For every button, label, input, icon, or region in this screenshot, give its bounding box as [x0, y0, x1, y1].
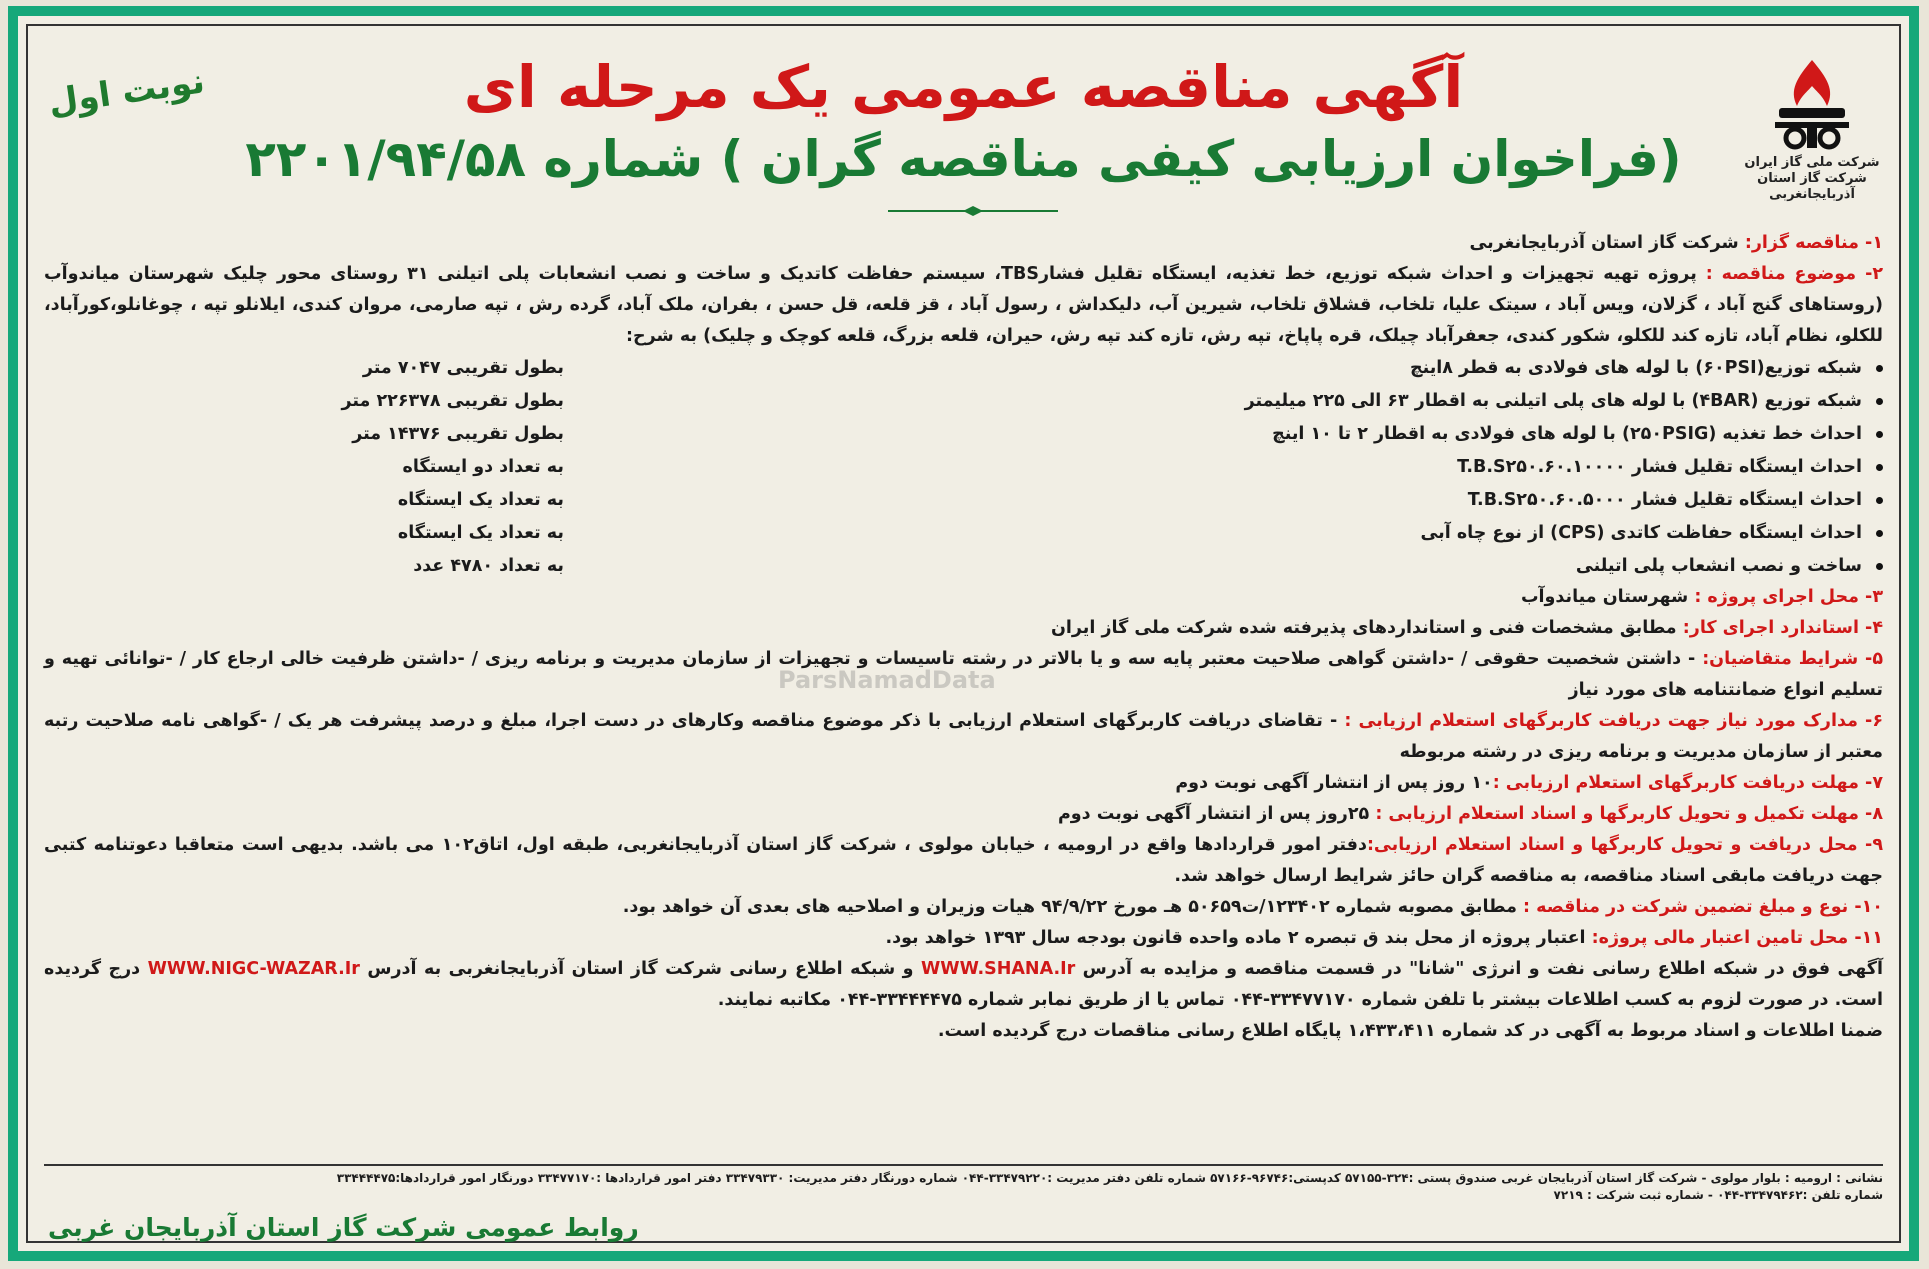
work-items: [44, 352, 1883, 582]
section-5-label: ۵- شرایط متقاضیان:: [1702, 649, 1884, 669]
work-item-qty: به تعداد یک ایستگاه: [397, 523, 564, 543]
work-item: [1043, 550, 1883, 583]
section-7-label: ۷- مهلت دریافت کاربرگهای استعلام ارزیابی :: [1492, 773, 1883, 793]
section-7: [44, 768, 1883, 799]
bullet-icon: [1876, 497, 1883, 504]
work-item: [1043, 484, 1883, 517]
logo-caption-1: شرکت ملی گاز ایران: [1744, 155, 1880, 170]
work-item-desc: احداث ایستگاه حفاظت کاتدی (CPS) از نوع چاه آبی: [1420, 523, 1862, 543]
work-item-qty: بطول تقریبی ۱۴۳۷۶ متر: [352, 424, 564, 444]
section-4-label: ۴- استاندارد اجرای کار:: [1682, 618, 1883, 638]
work-item: [1043, 352, 1883, 385]
work-item-qty: به تعداد یک ایستگاه: [397, 490, 564, 510]
work-item-qty: به تعداد ۴۷۸۰ عدد: [413, 556, 564, 576]
bullet-icon: [1876, 464, 1883, 471]
section-6-text: - تقاضای دریافت کاربرگهای استعلام ارزیابی با ذکر موضوع مناقصه وکارهای در دست اجرا، مبلغ و درصد پیشرفت هر یک / -گواهی نامه صلاحیت رتبه معتبر از سازمان مدیریت و برنامه ریزی در رشته مربوطه: [44, 711, 1883, 762]
watermark: ParsNamadData: [778, 666, 996, 694]
nigc-wazar-link[interactable]: WWW.NIGC-WAZAR.Ir: [147, 959, 360, 979]
section-1-text: شرکت گاز استان آذربایجانغربی: [1469, 233, 1745, 253]
page-subtitle: (فراخوان ارزیابی کیفی مناقصه گران ) شماره ۲۲۰۱/۹۴/۵۸: [245, 130, 1682, 188]
footer-phone: شماره تلفن :۳۳۴۷۹۴۶۲-۰۴۴ - شماره ثبت شرکت : ۷۲۱۹: [1553, 1188, 1883, 1202]
work-item-desc: شبکه توزیع (۴BAR) با لوله های پلی اتیلنی به اقطار ۶۳ الی ۲۲۵ میلیمتر: [1244, 391, 1862, 411]
work-item: [1043, 418, 1883, 451]
section-11-label: ۱۱- محل تامین اعتبار مالی پروژه:: [1591, 928, 1883, 948]
work-item-qty: بطول تقریبی ۲۲۶۳۷۸ متر: [341, 391, 564, 411]
section-3: [44, 582, 1883, 613]
section-10-label: ۱۰- نوع و مبلغ تضمین شرکت در مناقصه :: [1523, 897, 1883, 917]
work-item-descriptions: [1043, 352, 1883, 583]
work-item-desc: احداث ایستگاه تقلیل فشار T.B.S۲۵۰.۶۰.۱۰۰۰۰: [1457, 457, 1862, 477]
work-item-desc: ساخت و نصب انشعاب پلی اتیلنی: [1575, 556, 1862, 576]
section-9: [44, 830, 1883, 892]
section-8-text: ۲۵روز پس از انتشار آگهی نوبت دوم: [1057, 804, 1376, 824]
section-2-text: پروژه تهیه تجهیزات و احداث شبکه توزیع، خط تغذیه، ایستگاه تقلیل فشارTBS، سیستم حفاظت کاتدیک و ساخت و نصب انشعابات پلی اتیلنی ۳۱ روستای محور چلیک شهرستان میاندوآب (روستاهای گنج آباد ، گزلان، ویس آباد ، سیتک علیا، تلخاب، قشلاق تلخاب، شیرین آب، دلیکداش ، رسول آباد ، قز قلعه، قل حسن ، بفران، ملک آباد، گرده رش ، تپه صارمی، مروان کندی، ایلانلو تپه ، چوغانلو،کورآباد، للکلو، نظام آباد، تازه کند للکلو، شکور کندی، جعفرآباد چیلک، قره پاپاخ، تپه رش، تازه کند تپه رش، حیران، قلعه بزرگ، قلعه کوچک و چلیک) به شرح:: [44, 264, 1883, 346]
notice-frame: [8, 6, 1919, 1261]
section-1-label: ۱- مناقصه گزار:: [1744, 233, 1883, 253]
section-3-label: ۳- محل اجرای پروژه :: [1694, 587, 1883, 607]
bullet-icon: [1876, 398, 1883, 405]
section-2: [44, 259, 1883, 352]
section-10-text: مطابق مصوبه شماره ۱۲۳۴۰۲/ت۵۰۶۵۹ هـ مورخ ۹۴/۹/۲۲ هیات وزیران و اصلاحیه های بعدی آن خواهد بود.: [622, 897, 1523, 917]
work-item-desc: احداث خط تغذیه (۲۵۰PSIG) با لوله های فولادی به اقطار ۲ تا ۱۰ اینچ: [1272, 424, 1862, 444]
section-8-label: ۸- مهلت تکمیل و تحویل کاربرگها و اسناد استعلام ارزیابی :: [1375, 804, 1883, 824]
title-ornament-icon: [888, 206, 1058, 216]
notice-body: [44, 228, 1883, 1047]
section-6-label: ۶- مدارک مورد نیاز جهت دریافت کاربرگهای استعلام ارزیابی :: [1344, 711, 1883, 731]
section-5-text: - داشتن شخصیت حقوقی / -داشتن گواهی صلاحیت معتبر پایه سه و یا بالاتر در رشته تاسیسات و تجهیزات از سازمان مدیریت و برنامه ریزی / -داشتن ظرفیت خالی ارجاع کار / -توانائی تهیه و تسلیم انواع ضمانتنامه های مورد نیاز: [44, 649, 1883, 700]
bullet-icon: [1876, 563, 1883, 570]
section-7-text: ۱۰ روز پس از انتشار آگهی نوبت دوم: [1175, 773, 1493, 793]
notice-text: درج گردیده است. در صورت لزوم به کسب اطلاعات بیشتر با تلفن شماره ۳۳۴۷۷۱۷۰-۰۴۴ تماس یا از طریق نمابر شماره ۳۳۴۴۴۴۷۵-۰۴۴ مکاتبه نمایند.: [44, 959, 1883, 1010]
section-4-text: مطابق مشخصات فنی و استانداردهای پذیرفته شده شرکت ملی گاز ایران: [1050, 618, 1683, 638]
page-title: آگهی مناقصه عمومی یک مرحله ای: [463, 53, 1464, 121]
section-4: [44, 613, 1883, 644]
bullet-icon: [1876, 431, 1883, 438]
section-9-text: دفتر امور قراردادها واقع در ارومیه ، خیابان مولوی ، شرکت گاز استان آذربایجانغربی، طبقه اول، اتاق۱۰۲ می باشد. بدیهی است متعاقبا دعوتنامه کتبی جهت دریافت مابقی اسناد مناقصه، به مناقصه گران حائز شرایط ارسال خواهد شد.: [44, 835, 1883, 886]
work-item-quantities: [44, 352, 564, 583]
section-8: [44, 799, 1883, 830]
logo-caption-2: شرکت گاز استان آذربایجانغربی: [1757, 171, 1867, 202]
notice-text: آگهی فوق در شبکه اطلاع رسانی نفت و انرژی "شانا" در قسمت مناقصه و مزایده به آدرس: [1075, 959, 1883, 979]
work-item-qty: بطول تقریبی ۷۰۴۷ متر: [362, 358, 564, 378]
section-11: [44, 923, 1883, 954]
work-item: [1043, 517, 1883, 550]
shana-link[interactable]: WWW.SHANA.Ir: [921, 959, 1076, 979]
notice-paragraph-2: ضمنا اطلاعات و اسناد مربوط به آگهی در کد شماره ۱،۴۳۳،۴۱۱ پایگاه اطلاع رسانی مناقصات درج گردیده است.: [937, 1021, 1883, 1041]
bullet-icon: [1876, 365, 1883, 372]
section-3-text: شهرستان میاندوآب: [1520, 587, 1695, 607]
footer-contact: [44, 1164, 1883, 1204]
bullet-icon: [1876, 530, 1883, 537]
notice-text: و شبکه اطلاع رسانی شرکت گاز استان آذربایجانغربی به آدرس: [359, 959, 921, 979]
section-2-label: ۲- موضوع مناقصه :: [1705, 264, 1884, 284]
notice-paragraph: [44, 954, 1883, 1016]
footer-signature: روابط عمومی شرکت گاز استان آذربایجان غربی: [48, 1213, 639, 1242]
work-item: [1043, 385, 1883, 418]
work-item: [1043, 451, 1883, 484]
section-10: [44, 892, 1883, 923]
footer-address: نشانی : ارومیه : بلوار مولوی - شرکت گاز استان آذربایجان غربی صندوق پستی :۳۲۴-۵۷۱۵۵ کدپستی:۹۶۷۴۶-۵۷۱۶۶ شماره تلفن دفتر مدیریت :۳۳۴۷۹۲۲۰-۰۴۴ شماره دورنگار دفتر مدیریت: ۳۳۴۷۹۳۳۰ دفتر امور قراردادها :۳۳۴۷۷۱۷۰ دورنگار امور قراردادها:۳۳۴۴۴۴۷۵: [336, 1171, 1883, 1185]
work-item-qty: به تعداد دو ایستگاه: [402, 457, 564, 477]
section-1: [44, 228, 1883, 259]
section-11-text: اعتبار پروژه از محل بند ق تبصره ۲ ماده واحده قانون بودجه سال ۱۳۹۳ خواهد بود.: [885, 928, 1592, 948]
work-item-desc: شبکه توزیع(۶۰PSI) با لوله های فولادی به قطر ۸اینچ: [1409, 358, 1862, 378]
section-6: [44, 706, 1883, 768]
work-item-desc: احداث ایستگاه تقلیل فشار T.B.S۲۵۰.۶۰.۵۰۰۰: [1467, 490, 1862, 510]
section-9-label: ۹- محل دریافت و تحویل کاربرگها و اسناد استعلام ارزیابی:: [1366, 835, 1883, 855]
round-label: نوبت اول: [45, 61, 207, 123]
